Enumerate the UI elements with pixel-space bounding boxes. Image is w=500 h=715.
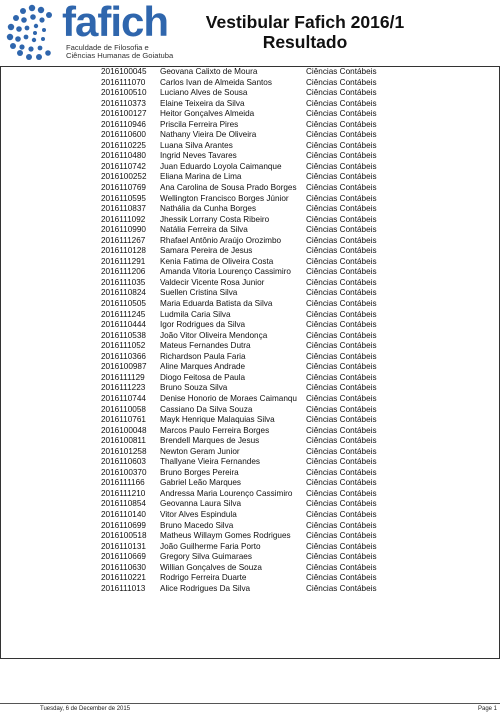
table-row	[0, 246, 500, 257]
table-row	[0, 257, 500, 268]
table-row	[0, 531, 500, 542]
row-id: 2016111092	[101, 214, 146, 224]
row-course: Ciências Contábeis	[306, 520, 377, 530]
table-row	[0, 67, 500, 78]
row-id: 2016110769	[101, 183, 146, 193]
table-row	[0, 552, 500, 563]
row-name: Richardson Paula Faria	[160, 351, 246, 361]
row-course: Ciências Contábeis	[306, 351, 377, 361]
row-name: Gabriel Leão Marques	[160, 478, 242, 488]
row-name: Natália Ferreira da Silva	[160, 225, 248, 235]
row-course: Ciências Contábeis	[306, 204, 377, 214]
row-course: Ciências Contábeis	[306, 467, 377, 477]
table-row	[0, 584, 500, 595]
row-id: 2016110744	[101, 393, 146, 403]
table-row	[0, 130, 500, 141]
row-name: Suellen Cristina Silva	[160, 288, 238, 298]
row-course: Ciências Contábeis	[306, 246, 377, 256]
results-table	[0, 67, 500, 594]
table-row	[0, 151, 500, 162]
row-id: 2016100370	[101, 467, 147, 477]
row-course: Ciências Contábeis	[306, 225, 377, 235]
row-course: Ciências Contábeis	[306, 320, 377, 330]
row-id: 2016100510	[101, 88, 147, 98]
table-row	[0, 542, 500, 553]
title-line-1: Vestibular Fafich 2016/1	[205, 12, 405, 32]
row-id: 2016110058	[101, 404, 146, 414]
table-row	[0, 299, 500, 310]
faculty-name	[66, 44, 173, 60]
faculty-line-2: Ciências Humanas de Goiatuba	[66, 51, 174, 61]
row-id: 2016111035	[101, 277, 146, 287]
table-row	[0, 362, 500, 373]
row-course: Ciências Contábeis	[306, 415, 377, 425]
row-name: Igor Rodrigues da Silva	[160, 320, 246, 330]
row-id: 2016100811	[101, 436, 146, 446]
table-row	[0, 88, 500, 99]
table-row	[0, 204, 500, 215]
row-id: 2016100987	[101, 362, 147, 372]
row-id: 2016110595	[101, 193, 146, 203]
table-row	[0, 521, 500, 532]
row-id: 2016110366	[101, 351, 146, 361]
row-name: Nathália da Cunha Borges	[160, 204, 257, 214]
row-id: 2016110990	[101, 225, 146, 235]
row-course: Ciências Contábeis	[306, 488, 377, 498]
row-course: Ciências Contábeis	[306, 425, 377, 435]
row-name: Bruno Souza Silva	[160, 383, 228, 393]
table-row	[0, 162, 500, 173]
table-row	[0, 457, 500, 468]
table-row	[0, 341, 500, 352]
row-id: 2016100048	[101, 425, 147, 435]
table-row	[0, 468, 500, 479]
table-row	[0, 310, 500, 321]
row-name: Cassiano Da Silva Souza	[160, 404, 253, 414]
row-course: Ciências Contábeis	[306, 341, 377, 351]
row-course: Ciências Contábeis	[306, 77, 377, 87]
table-row	[0, 278, 500, 289]
row-course: Ciências Contábeis	[306, 541, 377, 551]
row-name: Elaine Teixeira da Silva	[160, 98, 245, 108]
row-course: Ciências Contábeis	[306, 531, 377, 541]
row-name: Aline Marques Andrade	[160, 362, 246, 372]
row-course: Ciências Contábeis	[306, 552, 377, 562]
row-name: Mayk Henrique Malaquias Silva	[160, 415, 275, 425]
title-line-2: Resultado	[262, 32, 348, 52]
row-id: 2016110538	[101, 330, 146, 340]
row-course: Ciências Contábeis	[306, 109, 377, 119]
table-row	[0, 415, 500, 426]
row-id: 2016111206	[101, 267, 146, 277]
table-row	[0, 120, 500, 131]
row-course: Ciências Contábeis	[306, 446, 377, 456]
row-id: 2016110373	[101, 98, 146, 108]
row-name: Rodrigo Ferreira Duarte	[160, 573, 247, 583]
row-id: 2016110761	[101, 415, 146, 425]
row-course: Ciências Contábeis	[306, 330, 377, 340]
row-course: Ciências Contábeis	[306, 88, 377, 98]
dotted-globe-icon	[4, 2, 64, 64]
row-name: Matheus Willaym Gomes Rodrigues	[160, 531, 291, 541]
row-id: 2016110505	[101, 299, 146, 309]
table-row	[0, 394, 500, 405]
row-id: 2016100252	[101, 172, 147, 182]
row-name: Ingrid Neves Tavares	[160, 151, 237, 161]
row-course: Ciências Contábeis	[306, 583, 377, 593]
row-course: Ciências Contábeis	[306, 288, 377, 298]
row-name: Maria Eduarda Batista da Silva	[160, 299, 273, 309]
row-id: 2016111223	[101, 383, 146, 393]
row-name: Alice Rodrigues Da Silva	[160, 583, 251, 593]
table-row	[0, 573, 500, 584]
table-row	[0, 426, 500, 437]
table-row	[0, 99, 500, 110]
row-name: João Guilherme Faria Porto	[160, 541, 261, 551]
row-id: 2016110854	[101, 499, 146, 509]
row-id: 2016110630	[101, 562, 146, 572]
row-course: Ciências Contábeis	[306, 499, 377, 509]
row-id: 2016111013	[101, 583, 146, 593]
row-name: Denise Honorio de Moraes Caimanqu	[160, 393, 297, 403]
brand-name: fafich	[62, 0, 169, 45]
row-course: Ciências Contábeis	[306, 193, 377, 203]
row-name: Vitor Alves Espindula	[160, 509, 237, 519]
row-name: Ana Carolina de Sousa Prado Borges	[160, 183, 297, 193]
row-name: Mateus Fernandes Dutra	[160, 341, 251, 351]
table-row	[0, 288, 500, 299]
row-id: 2016111267	[101, 235, 146, 245]
row-id: 2016110669	[101, 552, 146, 562]
row-course: Ciências Contábeis	[306, 256, 377, 266]
row-id: 2016110603	[101, 457, 146, 467]
row-name: Rhafael Antônio Araújo Orozimbo	[160, 235, 282, 245]
row-id: 2016100127	[101, 109, 147, 119]
row-name: Brendell Marques de Jesus	[160, 436, 260, 446]
row-id: 2016110140	[101, 509, 146, 519]
row-name: Newton Geram Junior	[160, 446, 240, 456]
table-row	[0, 563, 500, 574]
row-name: Willian Gonçalves de Souza	[160, 562, 262, 572]
row-id: 2016110480	[101, 151, 146, 161]
table-row	[0, 510, 500, 521]
row-name: Amanda Vitoria Lourenço Cassimiro	[160, 267, 291, 277]
row-course: Ciências Contábeis	[306, 140, 377, 150]
row-course: Ciências Contábeis	[306, 299, 377, 309]
row-course: Ciências Contábeis	[306, 67, 377, 76]
table-row	[0, 141, 500, 152]
row-course: Ciências Contábeis	[306, 161, 377, 171]
row-course: Ciências Contábeis	[306, 562, 377, 572]
row-name: Ludmila Caria Silva	[160, 309, 231, 319]
table-row	[0, 78, 500, 89]
row-name: Samara Pereira de Jesus	[160, 246, 253, 256]
row-course: Ciências Contábeis	[306, 172, 377, 182]
row-course: Ciências Contábeis	[306, 457, 377, 467]
row-course: Ciências Contábeis	[306, 478, 377, 488]
row-id: 2016110600	[101, 130, 146, 140]
row-id: 2016110946	[101, 119, 146, 129]
row-course: Ciências Contábeis	[306, 130, 377, 140]
row-name: Marcos Paulo Ferreira Borges	[160, 425, 270, 435]
table-row	[0, 383, 500, 394]
table-row	[0, 183, 500, 194]
table-row	[0, 236, 500, 247]
row-name: Bruno Borges Pereira	[160, 467, 239, 477]
table-bottom-border	[0, 658, 500, 659]
row-id: 2016111245	[101, 309, 146, 319]
row-name: Wellington Francisco Borges Júnior	[160, 193, 289, 203]
row-id: 2016110225	[101, 140, 146, 150]
row-id: 2016110128	[101, 246, 146, 256]
row-name: Heitor Gonçalves Almeida	[160, 109, 255, 119]
row-name: Eliana Marina de Lima	[160, 172, 242, 182]
table-row	[0, 478, 500, 489]
row-name: Nathany Vieira De Oliveira	[160, 130, 257, 140]
row-course: Ciências Contábeis	[306, 309, 377, 319]
table-row	[0, 489, 500, 500]
row-name: Carlos Ivan de Almeida Santos	[160, 77, 272, 87]
row-name: Juan Eduardo Loyola Caimanque	[160, 161, 282, 171]
row-name: Diogo Feitosa de Paula	[160, 372, 246, 382]
row-course: Ciências Contábeis	[306, 509, 377, 519]
row-id: 2016110699	[101, 520, 146, 530]
table-row	[0, 405, 500, 416]
row-name: Jhessik Lorrany Costa Ribeiro	[160, 214, 270, 224]
footer-date: Tuesday, 6 de December de 2015	[40, 706, 131, 712]
row-id: 2016101258	[101, 446, 147, 456]
table-row	[0, 267, 500, 278]
row-course: Ciências Contábeis	[306, 404, 377, 414]
faculty-line-1: Faculdade de Filosofia e	[66, 43, 149, 52]
table-row	[0, 447, 500, 458]
table-row	[0, 331, 500, 342]
row-name: Valdecir Vicente Rosa Junior	[160, 277, 265, 287]
table-row	[0, 320, 500, 331]
row-id: 2016111166	[101, 478, 145, 488]
table-row	[0, 194, 500, 205]
row-name: Luciano Alves de Sousa	[160, 88, 248, 98]
row-id: 2016110221	[101, 573, 146, 583]
table-row	[0, 215, 500, 226]
row-id: 2016111129	[101, 372, 145, 382]
row-name: Kenia Fatima de Oliveira Costa	[160, 256, 274, 266]
row-id: 2016100518	[101, 531, 147, 541]
row-course: Ciências Contábeis	[306, 214, 377, 224]
document-title	[190, 12, 420, 52]
table-row	[0, 436, 500, 447]
table-row	[0, 109, 500, 120]
row-name: Geovana Calixto de Moura	[160, 67, 258, 76]
row-id: 2016100045	[101, 67, 147, 76]
row-name: Luana Silva Arantes	[160, 140, 233, 150]
row-course: Ciências Contábeis	[306, 436, 377, 446]
row-course: Ciências Contábeis	[306, 393, 377, 403]
table-row	[0, 373, 500, 384]
row-name: João Vitor Oliveira Mendonça	[160, 330, 268, 340]
row-course: Ciências Contábeis	[306, 98, 377, 108]
row-course: Ciências Contábeis	[306, 277, 377, 287]
row-id: 2016110824	[101, 288, 146, 298]
row-id: 2016111052	[101, 341, 146, 351]
row-id: 2016110131	[101, 541, 146, 551]
row-name: Andressa Maria Lourenço Cassimiro	[160, 488, 293, 498]
row-course: Ciências Contábeis	[306, 573, 377, 583]
table-row	[0, 172, 500, 183]
row-name: Gregory Silva Guimaraes	[160, 552, 252, 562]
row-course: Ciências Contábeis	[306, 151, 377, 161]
row-id: 2016111291	[101, 256, 146, 266]
table-row	[0, 225, 500, 236]
row-name: Priscila Ferreira Pires	[160, 119, 239, 129]
row-course: Ciências Contábeis	[306, 383, 377, 393]
row-course: Ciências Contábeis	[306, 119, 377, 129]
fafich-logo	[4, 2, 214, 64]
row-course: Ciências Contábeis	[306, 372, 377, 382]
row-course: Ciências Contábeis	[306, 362, 377, 372]
row-name: Geovanna Laura Silva	[160, 499, 242, 509]
row-id: 2016110444	[101, 320, 146, 330]
row-name: Bruno Macedo Silva	[160, 520, 234, 530]
row-id: 2016110837	[101, 204, 146, 214]
footer-page-number: Page 1	[478, 706, 498, 712]
page-header	[0, 0, 500, 66]
row-course: Ciências Contábeis	[306, 235, 377, 245]
row-name: Thallyane Vieira Fernandes	[160, 457, 260, 467]
row-course: Ciências Contábeis	[306, 267, 377, 277]
row-id: 2016111210	[101, 488, 146, 498]
row-course: Ciências Contábeis	[306, 183, 377, 193]
table-row	[0, 352, 500, 363]
row-id: 2016110742	[101, 161, 146, 171]
footer-divider	[0, 703, 500, 704]
row-id: 2016111070	[101, 77, 146, 87]
table-row	[0, 499, 500, 510]
